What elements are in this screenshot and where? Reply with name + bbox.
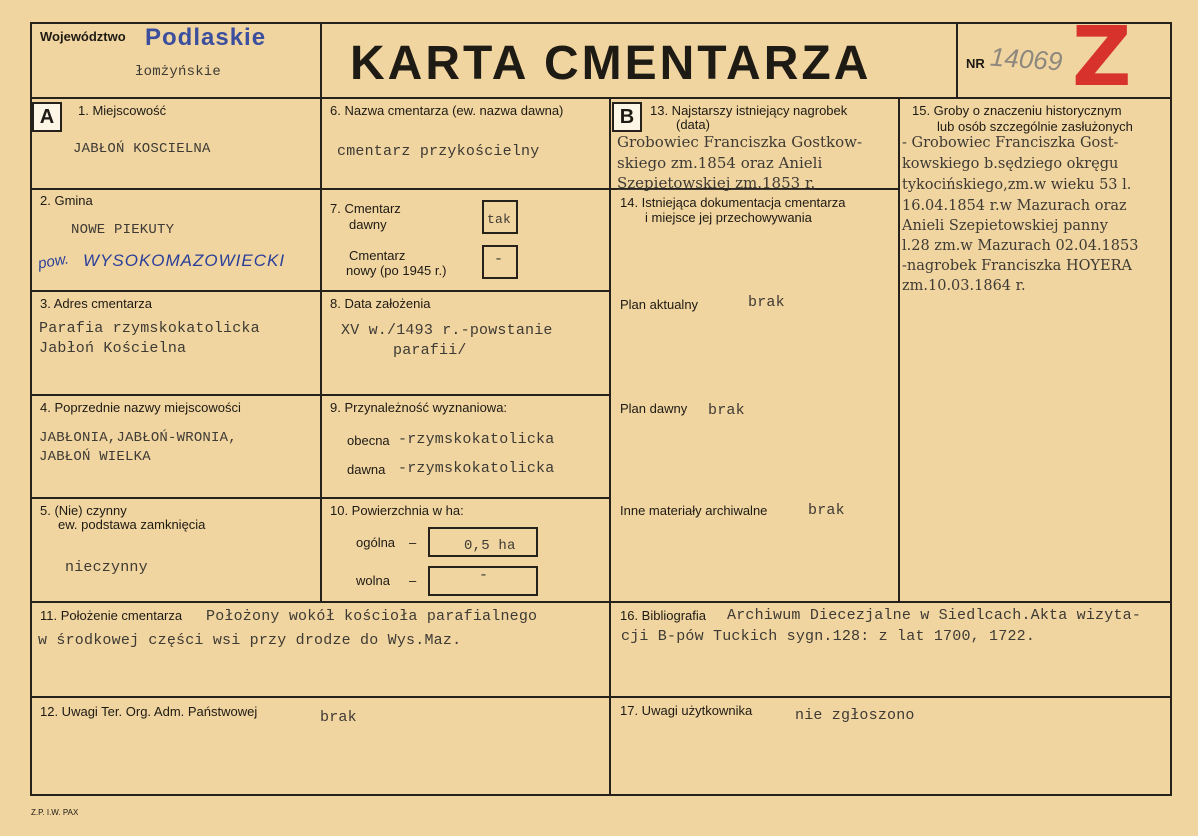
- f15-line-7: -nagrobek Franciszka HOYERA: [902, 258, 1133, 274]
- f5-value: nieczynny: [65, 559, 148, 576]
- page-title: KARTA CMENTARZA: [350, 37, 872, 90]
- f7-dawny-value: tak: [487, 212, 512, 227]
- f13-label-2: (data): [676, 117, 710, 132]
- f8-line1: XV w./1493 r.-powstanie: [341, 322, 553, 339]
- f1-label: 1. Miejscowość: [78, 103, 167, 118]
- f5-label-1: 5. (Nie) czynny: [40, 503, 127, 518]
- header-divider-2: [956, 22, 958, 98]
- f15-line-1: - Grobowiec Franciszka Gost-: [902, 135, 1119, 151]
- f11-line1: Położony wokół kościoła parafialnego: [206, 608, 538, 625]
- f9-dawna-label: dawna: [347, 462, 386, 477]
- f10-label: 10. Powierzchnia w ha:: [330, 503, 464, 518]
- frame-left: [30, 22, 32, 796]
- f13-line3: Szepietowskiej zm.1853 r.: [617, 174, 816, 192]
- f15-line-3: tykocińskiego,zm.w wieku 53 l.: [902, 177, 1132, 193]
- header-bottom-line: [30, 97, 1172, 99]
- f6-label: 6. Nazwa cmentarza (ew. nazwa dawna): [330, 103, 564, 118]
- f12-value: brak: [320, 709, 357, 726]
- f14-label-1: 14. Istniejąca dokumentacja cmentarza: [620, 195, 846, 210]
- nr-label: NR: [966, 56, 985, 71]
- category-mark: Z: [1072, 10, 1132, 105]
- f6-value: cmentarz przykościelny: [337, 143, 540, 160]
- frame-bottom: [30, 794, 1172, 796]
- f2-hand-prefix: pow.: [36, 250, 71, 273]
- f11-label: 11. Położenie cmentarza: [40, 608, 183, 623]
- f3-line2: Jabłoń Kościelna: [39, 340, 187, 357]
- f7-nowy-label-2: nowy (po 1945 r.): [346, 263, 447, 278]
- column-divider-a: [320, 97, 322, 602]
- f4-label: 4. Poprzednie nazwy miejscowości: [40, 400, 241, 415]
- section-b-letter: B: [612, 102, 642, 132]
- row-line-1: [30, 188, 610, 190]
- f4-line2: JABŁOŃ WIELKA: [39, 449, 151, 465]
- row-line-3: [30, 394, 610, 396]
- f10-wolna-value: -: [479, 567, 489, 584]
- f7-dawny-label: dawny: [349, 217, 387, 232]
- f11-line2: w środkowej części wsi przy drodze do Wys.Maz.: [38, 632, 462, 649]
- f9-dawna-value: -rzymskokatolicka: [398, 460, 555, 477]
- inne-materialy-value: brak: [808, 502, 845, 519]
- f12-label: 12. Uwagi Ter. Org. Adm. Państwowej: [40, 704, 258, 719]
- row-line-6: [30, 696, 1172, 698]
- inne-materialy-label: Inne materiały archiwalne: [620, 503, 768, 518]
- nr-value: 14069: [989, 41, 1064, 77]
- f9-obecna-label: obecna: [347, 433, 390, 448]
- plan-dawny-value: brak: [708, 402, 745, 419]
- f16-line1: Archiwum Diecezjalne w Siedlcach.Akta wizyta-: [727, 607, 1142, 624]
- row-line-5: [30, 601, 1172, 603]
- f15-line-5: Anieli Szepietowskiej panny: [902, 218, 1108, 234]
- frame-right: [1170, 22, 1172, 796]
- row-line-4: [30, 497, 610, 499]
- printer-footer: Z.P. I.W. PAX: [31, 808, 79, 817]
- f10-wolna-label: wolna: [356, 573, 390, 588]
- f7-nowy-value: -: [494, 251, 504, 268]
- column-divider-b: [609, 97, 611, 795]
- f10-ogolna-value: 0,5 ha: [464, 538, 516, 554]
- f3-label: 3. Adres cmentarza: [40, 296, 152, 311]
- f7-nowy-label-1: Cmentarz: [349, 248, 406, 263]
- f9-label: 9. Przynależność wyznaniowa:: [330, 400, 508, 415]
- f2-label: 2. Gmina: [40, 193, 93, 208]
- header-divider-1: [320, 22, 322, 98]
- f15-line-8: zm.10.03.1864 r.: [902, 278, 1026, 294]
- f5-label-2: ew. podstawa zamknięcia: [58, 517, 206, 532]
- f13-line1: Grobowiec Franciszka Gostkow-: [617, 133, 863, 151]
- f10-wolna-dash: –: [409, 573, 417, 588]
- f10-ogolna-dash: –: [409, 535, 417, 550]
- column-divider-c: [898, 97, 900, 602]
- f15-line-6: l.28 zm.w Mazurach 02.04.1853: [902, 238, 1139, 254]
- f8-label: 8. Data założenia: [330, 296, 431, 311]
- f17-label: 17. Uwagi użytkownika: [620, 703, 753, 718]
- f10-ogolna-label: ogólna: [356, 535, 396, 550]
- f15-line-4: 16.04.1854 r.w Mazurach oraz: [902, 198, 1127, 214]
- plan-aktualny-label: Plan aktualny: [620, 297, 699, 312]
- f16-line2: cji B-pów Tuckich sygn.128: z lat 1700, 1722.: [621, 628, 1036, 645]
- f8-line2: parafii/: [393, 342, 467, 359]
- wojewodztwo-stamp: Podlaskie: [145, 24, 267, 51]
- f16-label: 16. Bibliografia: [620, 608, 706, 623]
- f4-line1: JABŁONIA,JABŁOŃ-WRONIA,: [39, 430, 237, 446]
- f3-line1: Parafia rzymskokatolicka: [39, 320, 260, 337]
- f15-label-2: lub osób szczególnie zasłużonych: [937, 119, 1133, 134]
- f1-value: JABŁOŃ KOSCIELNA: [73, 141, 211, 157]
- f14-label-2: i miejsce jej przechowywania: [645, 210, 812, 225]
- f15-label-1: 15. Groby o znaczeniu historycznym: [912, 103, 1122, 118]
- f15-line-2: kowskiego b.sędziego okręgu: [902, 156, 1119, 172]
- f13-line2: skiego zm.1854 oraz Anieli: [617, 154, 823, 172]
- f2-value: NOWE PIEKUTY: [71, 222, 175, 238]
- wojewodztwo-label: Województwo: [40, 29, 126, 44]
- plan-dawny-label: Plan dawny: [620, 401, 688, 416]
- wojewodztwo-old: łomżyńskie: [135, 64, 222, 80]
- plan-aktualny-value: brak: [748, 294, 785, 311]
- f2-handwritten: WYSOKOMAZOWIECKI: [83, 251, 286, 270]
- f7-label: 7. Cmentarz: [330, 201, 401, 216]
- row-line-2: [30, 290, 610, 292]
- f9-obecna-value: -rzymskokatolicka: [398, 431, 555, 448]
- section-a-letter: A: [32, 102, 62, 132]
- f13-label-1: 13. Najstarszy istniejący nagrobek: [650, 103, 848, 118]
- f17-value: nie zgłoszono: [795, 707, 915, 724]
